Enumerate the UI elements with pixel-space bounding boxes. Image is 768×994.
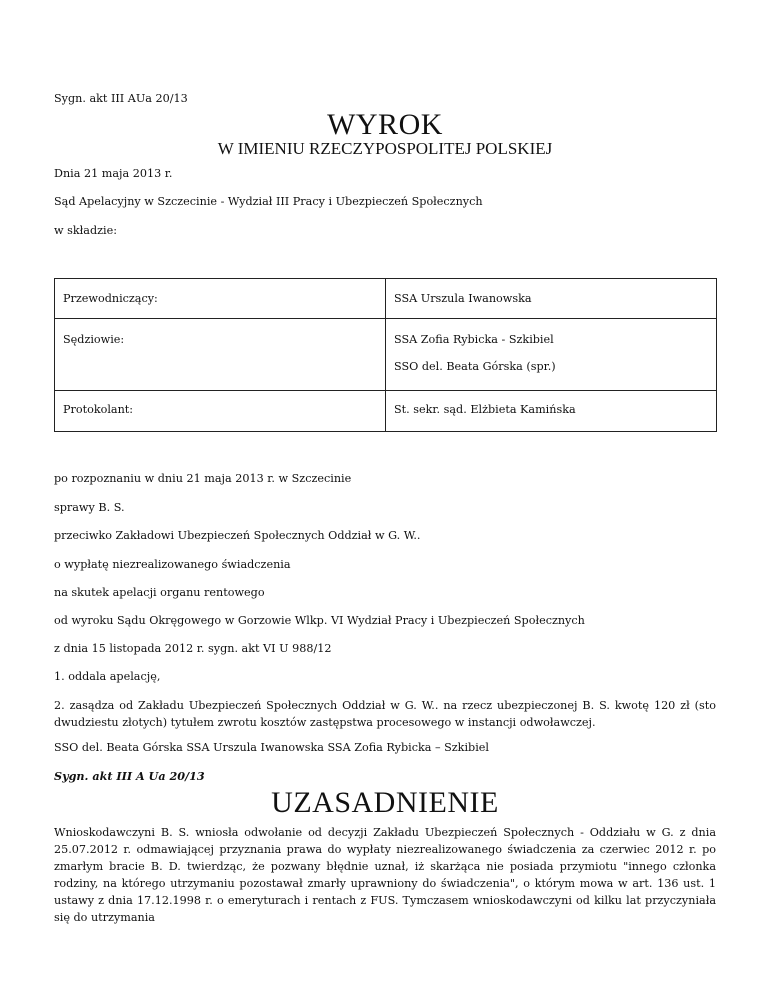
justification-case-number: Sygn. akt III A Ua 20/13 [54,769,205,783]
panel-names-cell [386,391,717,432]
presiding-name: SSA Urszula Iwanowska [394,292,532,305]
case-of-line: sprawy B. S. [54,501,125,514]
ruling-point-1: 1. oddala apelację, [54,670,161,683]
panel-row [55,279,717,319]
court-name: Sąd Apelacyjny w Szczecinie - Wydział III Pracy i Ubezpieczeń Społecznych [54,195,483,208]
case-number: Sygn. akt III AUa 20/13 [54,92,188,105]
justification-paragraph: Wnioskodawczyni B. S. wniosła odwołanie od decyzji Zakładu Ubezpieczeń Społecznych - Oddziału w G. z dnia 25.07.2012 r. odmawiającej przyznania prawa do wypłaty niezrealizowanego świadczenia za czerwiec 2012 r. po zmarłym bracie B. D. twierdząc, że pozwany błędnie uznał, iż skarżąca nie posiada przymiotu "innego członka rodziny, na którego utrzymaniu pozostawał zmarły uprawniony do świadczenia", o którym mowa w art. 136 ust. 1 ustawy z dnia 17.12.1998 r. o emeryturach i rentach z FUS. Tymczasem wnioskodawczyni od kilku lat przyczyniała się do utrzymania [54,826,716,924]
judge-name: SSA Zofia Rybicka - Szkibiel [394,333,554,346]
panel-row [55,391,717,432]
clerk-label: Protokolant: [63,403,134,416]
judges-label: Sędziowie: [63,333,125,346]
composition-label: w składzie: [54,224,117,237]
against-line: przeciwko Zakładowi Ubezpieczeń Społecznych Oddział w G. W.. [54,529,421,542]
panel-row [55,319,717,391]
judgment-date: Dnia 21 maja 2013 r. [54,167,173,180]
presiding-label: Przewodniczący: [63,292,158,305]
subject-line: o wypłatę niezrealizowanego świadczenia [54,558,291,571]
hearing-line: po rozpoznaniu w dniu 21 maja 2013 r. w Szczecinie [54,472,352,485]
clerk-name: St. sekr. sąd. Elżbieta Kamińska [394,403,576,416]
judge-name: SSO del. Beata Górska (spr.) [394,360,556,373]
panel-role-cell [55,391,386,432]
lower-judgment-date-line: z dnia 15 listopada 2012 r. sygn. akt VI U 988/12 [54,642,332,655]
appeal-line: na skutek apelacji organu rentowego [54,586,265,599]
court-panel-table [54,278,717,432]
judgment-subtitle: W IMIENIU RZECZYPOSPOLITEJ POLSKIEJ [217,139,553,158]
panel-names-cell [386,279,717,319]
ruling-point-2: 2. zasądza od Zakładu Ubezpieczeń Społecznych Oddział w G. W.. na rzecz ubezpieczonej B. S. kwotę 120 zł (sto dwudziestu złotych) tytułem zwrotu kosztów zastępstwa procesowego w instancji odwoławczej. [54,699,716,729]
signatures-line: SSO del. Beata Górska SSA Urszula Iwanowska SSA Zofia Rybicka – Szkibiel [54,741,489,754]
panel-names-cell [386,319,717,391]
panel-role-cell [55,279,386,319]
judgment-title: WYROK [327,108,443,141]
justification-title: UZASADNIENIE [271,786,499,819]
lower-court-line: od wyroku Sądu Okręgowego w Gorzowie Wlkp. VI Wydział Pracy i Ubezpieczeń Społecznych [54,614,585,627]
panel-role-cell [55,319,386,391]
